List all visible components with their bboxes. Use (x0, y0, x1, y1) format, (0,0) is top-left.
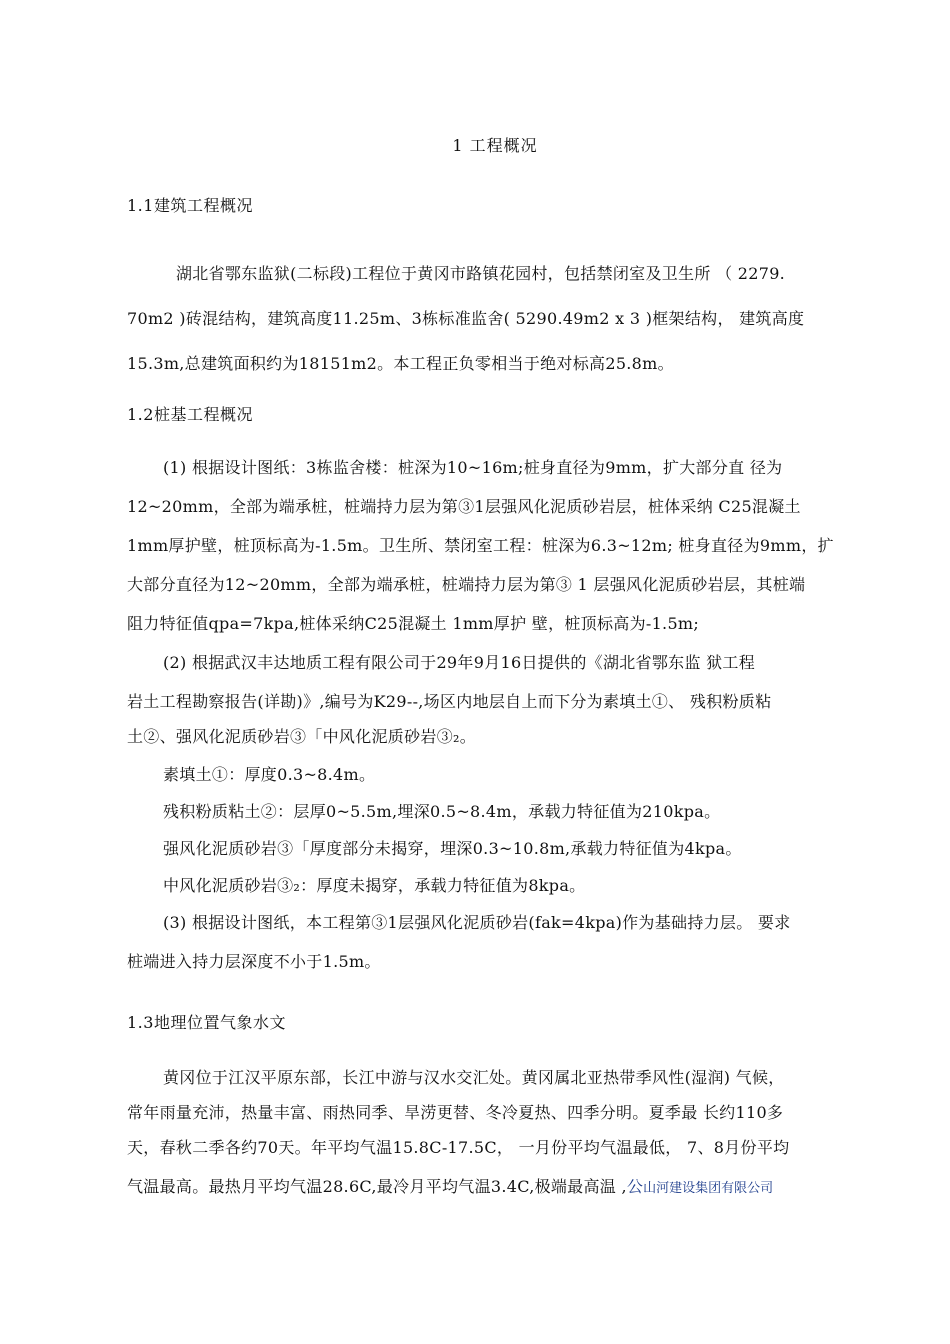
strata-line: 强风化泥质砂岩③「厚度部分未揭穿，埋深0.3~10.8m,承载力特征值为4kpa。 (163, 839, 742, 858)
paragraph-line: (1) 根据设计图纸：3栋监舍楼：桩深为10~16m;桩身直径为9mm，扩大部分直 径为 (163, 458, 783, 477)
section-heading-1-2: 1.2桩基工程概况 (127, 405, 253, 424)
footer-company-name: 山河建设集团有限公司 (643, 1181, 774, 1196)
company-logo-glyph: 公 (626, 1177, 644, 1196)
paragraph-line: 15.3m,总建筑面积约为18151m2。本工程正负零相当于绝对标高25.8m。 (127, 354, 674, 373)
paragraph-line: 土②、强风化泥质砂岩③「中风化泥质砂岩③₂。 (127, 727, 477, 746)
paragraph-line: 桩端进入持力层深度不小于1.5m。 (127, 952, 381, 971)
paragraph-line: 12~20mm，全部为端承桩，桩端持力层为第③1层强风化泥质砂岩层，桩体采纳 C25混凝土 (127, 497, 801, 516)
section-heading-1-1: 1.1建筑工程概况 (127, 196, 253, 215)
paragraph-line: 湖北省鄂东监狱(二标段)工程位于黄冈市路镇花园村，包括禁闭室及卫生所 （ 2279. (176, 264, 786, 283)
paragraph-line: 天，春秋二季各约70天。年平均气温15.8C-17.5C， 一月份平均气温最低， 7、8月份平均 (127, 1138, 790, 1157)
strata-line: 中风化泥质砂岩③₂：厚度未揭穿，承载力特征值为8kpa。 (163, 876, 586, 895)
strata-line: 残积粉质粘土②：层厚0~5.5m,埋深0.5~8.4m，承载力特征值为210kpa。 (163, 802, 721, 821)
chapter-title: 1 工程概况 (452, 136, 538, 155)
paragraph-line-with-footer (127, 1170, 862, 1206)
paragraph-line: 大部分直径为12~20mm，全部为端承桩，桩端持力层为第③ 1 层强风化泥质砂岩层，其桩端 (127, 575, 806, 594)
paragraph-line: 黄冈位于江汉平原东部，长江中游与汉水交汇处。黄冈属北亚热带季风性(湿润) 气候， (163, 1068, 785, 1087)
paragraph-line: 阻力特征值qpa=7kpa,桩体采纳C25混凝土 1mm厚护 壁，桩顶标高为-1.5m; (127, 614, 700, 633)
paragraph-line: 岩土工程勘察报告(详勘)》,编号为K29--,场区内地层自上而下分为素填土①、 残积粉质粘 (127, 692, 772, 711)
strata-line: 素填土①：厚度0.3~8.4m。 (163, 765, 376, 784)
paragraph-line: 70m2 )砖混结构，建筑高度11.25m、3栋标准监舍( 5290.49m2 x 3 )框架结构， 建筑高度 (127, 309, 805, 328)
paragraph-line: 1mm厚护壁，桩顶标高为-1.5m。卫生所、禁闭室工程：桩深为6.3~12m; 桩身直径为9mm，扩 (127, 536, 834, 555)
paragraph-text: 气温最高。最热月平均气温28.6C,最冷月平均气温3.4C,极端最高温 , (127, 1177, 627, 1196)
paragraph-line: (2) 根据武汉丰达地质工程有限公司于29年9月16日提供的《湖北省鄂东监 狱工程 (163, 653, 756, 672)
section-heading-1-3: 1.3地理位置气象水文 (127, 1013, 286, 1032)
paragraph-line: 常年雨量充沛，热量丰富、雨热同季、旱涝更替、冬冷夏热、四季分明。夏季最 长约110多 (127, 1103, 784, 1122)
paragraph-line: (3) 根据设计图纸，本工程第③1层强风化泥质砂岩(fak=4kpa)作为基础持力层。 要求 (163, 913, 791, 932)
